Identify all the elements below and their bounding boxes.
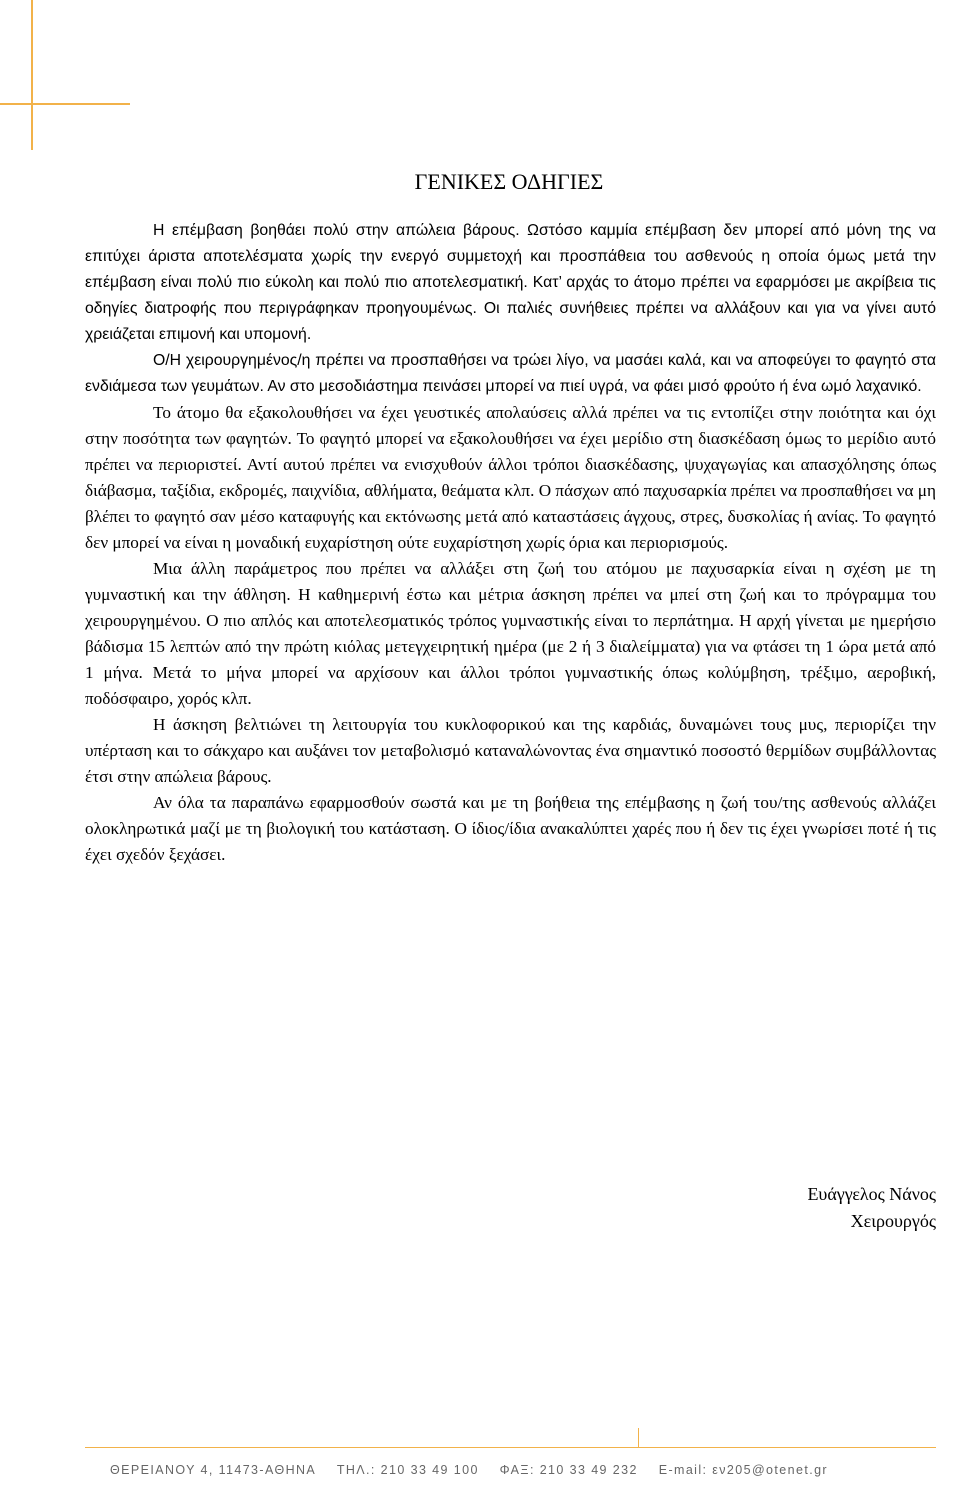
footer-phone: ΤΗΛ.: 210 33 49 100	[336, 1463, 479, 1477]
paragraph: Η επέμβαση βοηθάει πολύ στην απώλεια βάρους. Ωστόσο καμμία επέμβαση δεν μπορεί από μόνη της να επιτύχει άριστα αποτελέσματα χωρίς την ενεργό συμμετοχή και προσπάθεια του ασθενούς η οποία όμως μετά την επέμβαση είναι πολύ πιο εύκολη και πολύ πιο αποτελεσματική. Κατ’ αρχάς το άτομο πρέπει να εφαρμόσει με ακρίβεια τις οδηγίες διατροφής που περιγράφηκαν προηγουμένως. Οι παλιές συνήθειες πρέπει να αλλάξουν και για να γίνει αυτό χρειάζεται επιμονή και υπομονή.	[85, 222, 936, 343]
footer-email: E-mail: εν205@otenet.gr	[658, 1463, 828, 1477]
paragraph: Μια άλλη παράμετρος που πρέπει να αλλάξει στη ζωή του ατόμου με παχυσαρκία είναι η σχέση με τη γυμναστική και την άθληση. Η καθημερινή έστω και μέτρια άσκηση πρέπει να μπεί στη ζωή και το πρόγραμμα του χειρουργημένου. Ο πιο απλός και αποτελεσματικός τρόπος γυμναστικής είναι το περπάτημα. Η αρχή γίνεται με ημερήσιο βάδισμα 15 λεπτών από την πρώτη κιόλας μετεγχειρητική ημέρα (με 2 ή 3 διαλείμματα) για να φτάσει τη 1 ώρα μετά από 1 μήνα. Μετά το μήνα μπορεί να αρχίσουν και άλλοι τρόποι γυμναστικής όπως κολύμβηση, τρέξιμο, αεροβική, ποδόσφαιρο, χορός κλπ.	[85, 559, 936, 708]
footer-fax: ΦΑΞ: 210 33 49 232	[499, 1463, 638, 1477]
document-body	[85, 218, 936, 868]
page-title: ΓΕΝΙΚΕΣ ΟΔΗΓΙΕΣ	[414, 169, 604, 194]
signature-block	[807, 1181, 936, 1235]
corner-mark-vertical	[31, 0, 33, 150]
signature-name: Ευάγγελος Νάνος	[807, 1184, 936, 1204]
footer-contact	[110, 1463, 960, 1477]
corner-mark-horizontal	[0, 103, 130, 105]
footer-divider	[85, 1447, 936, 1448]
paragraph: Το άτομο θα εξακολουθήσει να έχει γευστικές απολαύσεις αλλά πρέπει να τις εντοπίζει στην ποιότητα και όχι στην ποσότητα των φαγητών. Το φαγητό μπορεί να εξακολουθήσει να έχει μερίδιο στη διασκέδαση όμως το μερίδιο αυτό πρέπει να περιοριστεί. Αντί αυτού πρέπει να ενισχυθούν άλλοι τρόποι διασκέδασης, ψυχαγωγίας και απασχόλησης όπως διάβασμα, ταξίδια, εκδρομές, παιχνίδια, αθλήματα, θεάματα κλπ. Ο πάσχων από παχυσαρκία πρέπει να προσπαθήσει να μη βλέπει το φαγητό σαν μέσο καταφυγής και εκτόνωσης μετά από καταστάσεις άγχους, στρες, δυσκολίας ή ανίας. Το φαγητό δεν μπορεί να είναι η μοναδική ευχαρίστηση ούτε ευχαρίστηση χωρίς όρια και περιορισμούς.	[85, 403, 936, 552]
paragraph: Αν όλα τα παραπάνω εφαρμοσθούν σωστά και με τη βοήθεια της επέμβασης η ζωή του/της ασθενούς αλλάζει ολοκληρωτικά μαζί με τη βιολογική του κατάσταση. Ο ίδιος/ίδια ανακαλύπτει χαρές που ή δεν τις έχει γνωρίσει ποτέ ή τις έχει σχεδόν ξεχάσει.	[85, 793, 936, 864]
paragraph: Ο/Η χειρουργημένος/η πρέπει να προσπαθήσει να τρώει λίγο, να μασάει καλά, και να αποφεύγει το φαγητό στα ενδιάμεσα των γευμάτων. Αν στο μεσοδιάστημα πεινάσει μπορεί να πιεί υγρά, να φάει μισό φρούτο ή ένα ωμό λαχανικό.	[85, 352, 936, 395]
signature-role: Χειρουργός	[850, 1211, 936, 1231]
footer-address: ΘΕΡΕΙΑΝΟΥ 4, 11473-ΑΘΗΝΑ	[110, 1463, 317, 1477]
footer-divider-tick	[638, 1428, 639, 1448]
paragraph: Η άσκηση βελτιώνει τη λειτουργία του κυκλοφορικού και της καρδιάς, δυναμώνει τους μυς, περιορίζει την υπέρταση και το σάκχαρο και αυξάνει τον μεταβολισμό καταναλώνοντας ένα σημαντικό ποσοστό θερμίδων συμβάλλοντας έτσι στην απώλεια βάρους.	[85, 715, 936, 786]
